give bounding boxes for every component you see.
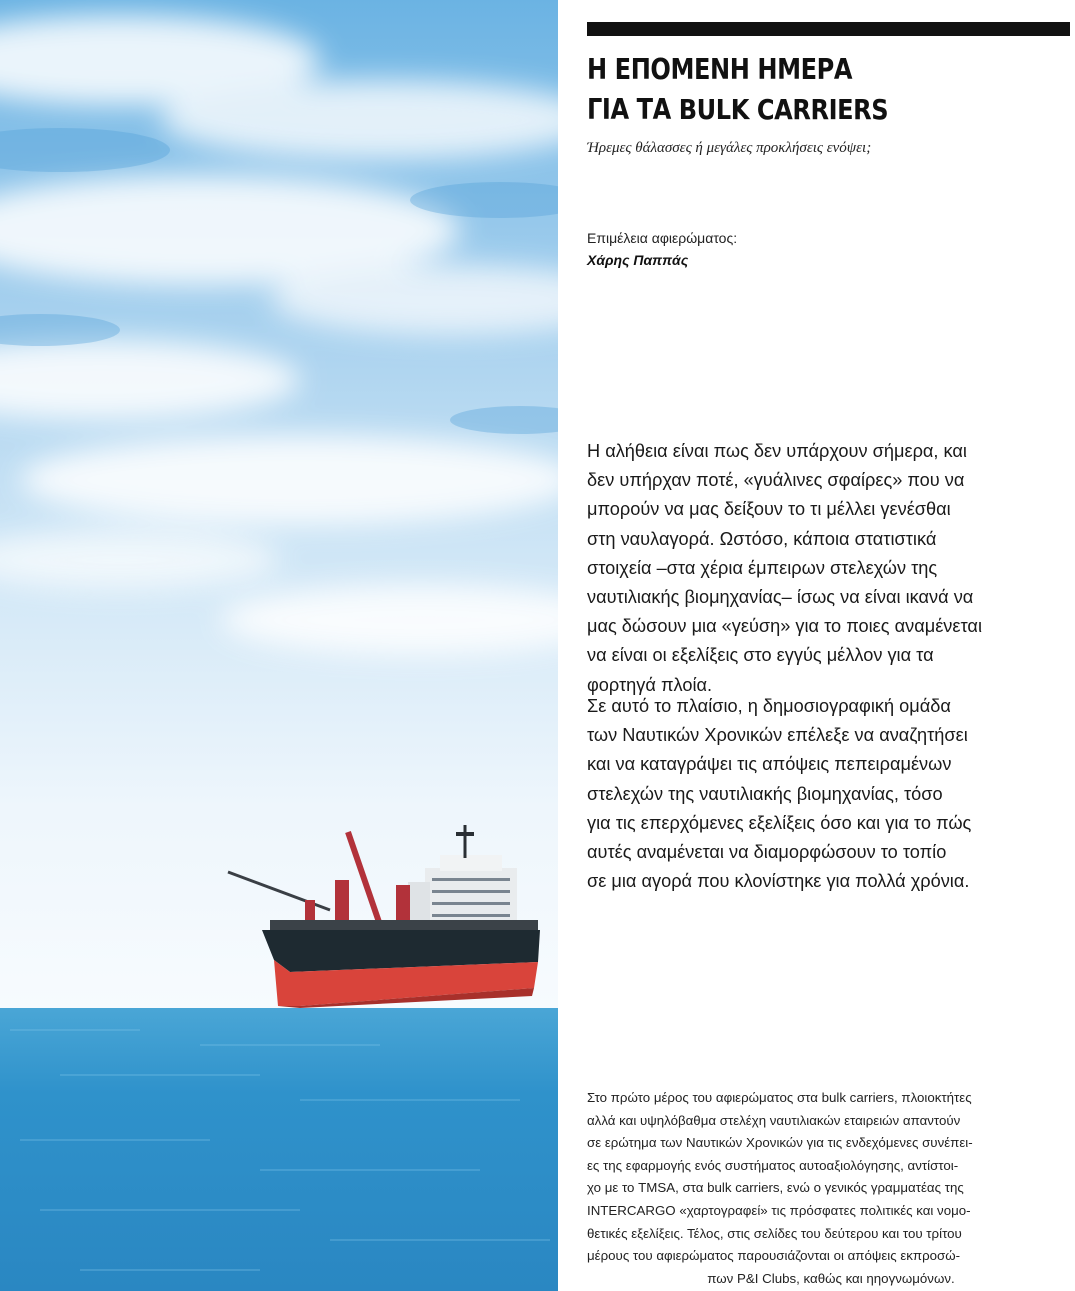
editor-name: Χάρης Παππάς [587, 252, 689, 268]
lead-line: των Ναυτικών Χρονικών επέλεξε να αναζητήσει [587, 725, 968, 746]
caption-line: σε ερώτημα των Ναυτικών Χρονικών για τις ενδεχόμενες συνέπει- [587, 1135, 973, 1151]
lead-line: να είναι οι εξελίξεις στο εγγύς μέλλον για τα [587, 645, 934, 666]
caption-line: Στο πρώτο μέρος του αφιερώματος στα bulk carriers, πλοιοκτήτες [587, 1090, 972, 1105]
caption-line: πων P&I Clubs, καθώς και ηηογνωμόνων. [707, 1270, 955, 1286]
lead-line: φορτηγά πλοία. [587, 674, 713, 695]
lead-line: ναυτιλιακής βιομηχανίας– ίσως να είναι ικανά να [587, 587, 974, 608]
editor-label: Επιμέλεια αφιερώματος: [587, 230, 738, 246]
caption-line: θετικές εξελίξεις. Τέλος, στις σελίδες του δεύτερου και του τρίτου [587, 1225, 962, 1241]
lead-line: αυτές αναμένεται να διαμορφώσουν το τοπίο [587, 842, 947, 863]
headline [587, 50, 1002, 130]
intro-caption [587, 1087, 1075, 1290]
lead-line: στελεχών της ναυτιλιακής βιομηχανίας, τόσο [587, 783, 943, 804]
caption-line: χο με το TMSA, στα bulk carriers, ενώ ο γενικός γραμματέας της [587, 1180, 964, 1196]
lead-line: για τις επερχόμενες εξελίξεις όσο και για το πώς [587, 812, 972, 833]
lead-line: στη ναυλαγορά. Ωστόσο, κάποια στατιστικά [587, 528, 937, 549]
lead-paragraph-2 [587, 692, 1075, 896]
lead-paragraph-1 [587, 437, 1075, 700]
headline-line: Η ΕΠΟΜΕΝΗ ΗΜΕΡΑ [587, 53, 853, 86]
lead-line: μας δώσουν μια «γεύση» για το ποιες αναμένεται [587, 616, 982, 637]
lead-line: μπορούν να μας δείξουν το τι μέλλει γενέσθαι [587, 499, 951, 520]
caption-line: INTERCARGO «χαρτογραφεί» τις πρόσφατες πολιτικές και νομο- [587, 1202, 971, 1218]
subtitle: Ήρεμες θάλασσες ή μεγάλες προκλήσεις ενόψει; [587, 140, 872, 156]
lead-line: στοιχεία –στα χέρια έμπειρων στελεχών της [587, 557, 938, 578]
top-rule [587, 22, 1070, 36]
caption-line: αλλά και υψηλόβαθμα στελέχη ναυτιλιακών εταιρειών απαντούν [587, 1112, 961, 1128]
lead-line: και να καταγράψει τις απόψεις πεπειραμένων [587, 754, 952, 775]
article-text-column [587, 0, 1075, 1291]
lead-line: Η αλήθεια είναι πως δεν υπάρχουν σήμερα, και [587, 441, 967, 461]
lead-line: δεν υπήρχαν ποτέ, «γυάλινες σφαίρες» που να [587, 470, 965, 491]
lead-line: Σε αυτό το πλαίσιο, η δημοσιογραφική ομάδα [587, 696, 951, 716]
lead-line: σε μια αγορά που κλονίστηκε για πολλά χρόνια. [587, 871, 970, 892]
caption-line: ες της εφαρμογής ενός συστήματος αυτοαξιολόγησης, αντίστοι- [587, 1157, 959, 1173]
headline-line: ΓΙΑ ΤΑ BULK CARRIERS [587, 93, 889, 126]
caption-line: μέρους του αφιερώματος παρουσιάζονται οι απόψεις εκπροσώ- [587, 1248, 961, 1264]
